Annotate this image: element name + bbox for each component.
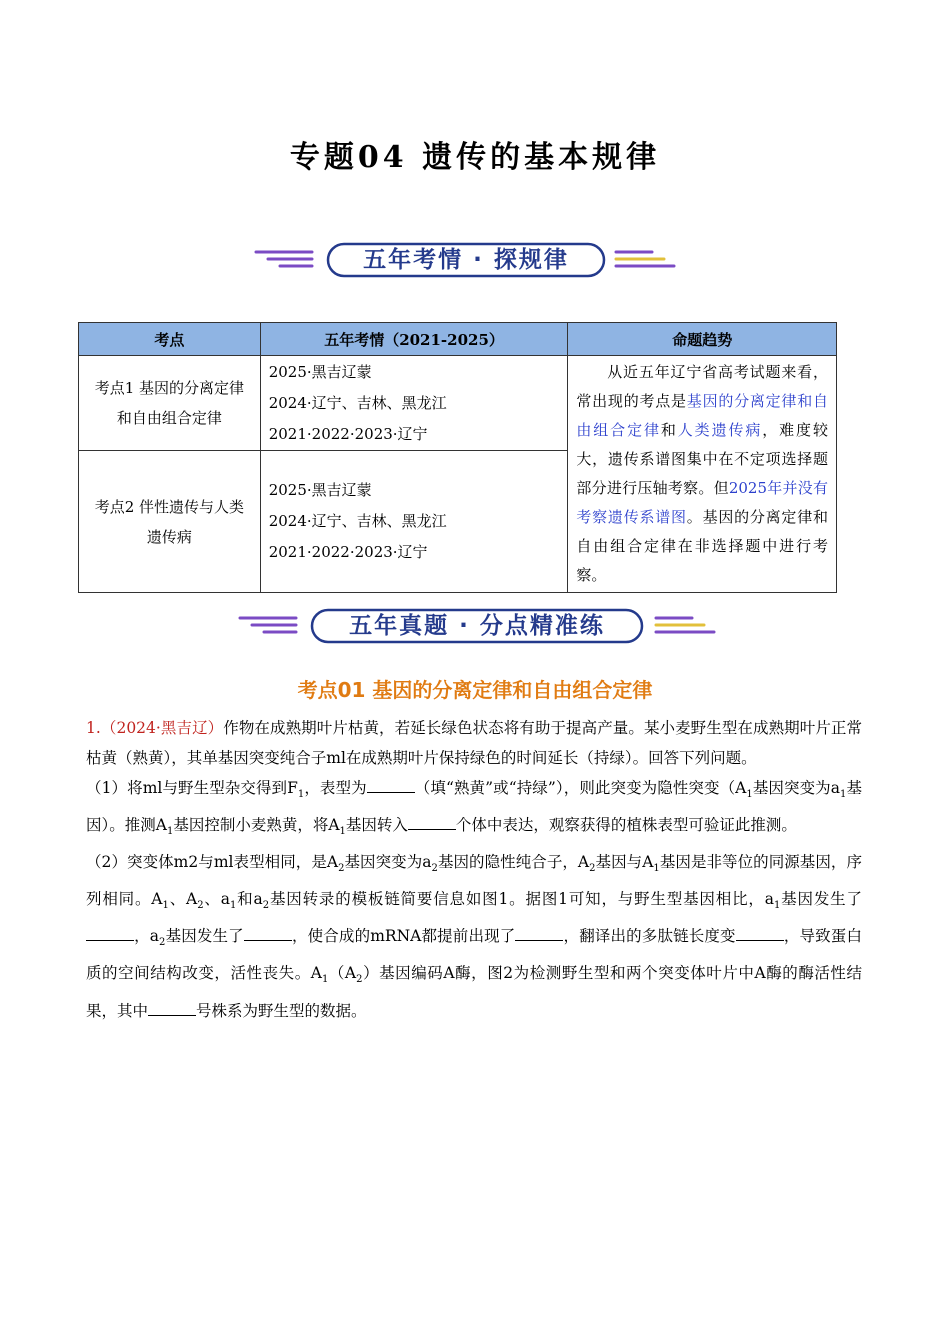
text: 个体中表达，观察获得的植株表型可验证此推测。 bbox=[455, 816, 797, 835]
header-trend: 命题趋势 bbox=[568, 323, 837, 356]
answer-blank bbox=[515, 926, 563, 941]
text: ，导致蛋白质的空间结构改变，活性丧失。A bbox=[86, 927, 862, 983]
answer-blank bbox=[244, 926, 292, 941]
text: （填“熟黄”或“持绿”），则此突变为隐性突变（A bbox=[414, 779, 747, 797]
sub-question-1 bbox=[86, 773, 862, 847]
trend-highlight: 人类遗传病 bbox=[677, 421, 763, 439]
header-point: 考点 bbox=[79, 323, 261, 356]
year-entry: 2025·黑吉辽蒙 bbox=[268, 362, 372, 381]
text: ，翻译出的多肽链长度变 bbox=[563, 927, 736, 946]
text: 基因是非等位的同源基因，序列相同。A bbox=[86, 853, 862, 909]
text: ，使合成的mRNA都提前出现了 bbox=[291, 927, 516, 946]
sub-question-2 bbox=[86, 847, 862, 1025]
trend-highlight: 2025年并没有考察遗传系谱图 bbox=[576, 479, 828, 526]
banner-five-year-practice bbox=[0, 606, 950, 646]
years-cell bbox=[260, 356, 568, 451]
text: 基因控制小麦熟黄，将A bbox=[173, 816, 340, 835]
subscript: 1 bbox=[162, 900, 169, 912]
year-entry: 2024·辽宁、吉林、黑龙江 bbox=[268, 512, 447, 531]
subscript: 1 bbox=[229, 900, 237, 912]
page-title: 专题04 遗传的基本规律 bbox=[289, 140, 661, 175]
answer-blank bbox=[86, 926, 134, 941]
text: 基因发生了 bbox=[780, 890, 862, 909]
subscript: 2 bbox=[356, 974, 363, 986]
banner-text: 五年真题 · 分点精准练 bbox=[349, 613, 605, 639]
question-source: （2024·黑吉辽） bbox=[100, 719, 224, 737]
subscript: 1 bbox=[166, 826, 174, 838]
text: ，表型为 bbox=[304, 779, 367, 797]
subscript: 1 bbox=[339, 826, 346, 838]
trend-text: 。基因的分离定律和自由组合定律在非选择题中进行考察。 bbox=[576, 508, 828, 584]
text: 基因发生了 bbox=[165, 927, 244, 946]
year-entry: 2021·2022·2023·辽宁 bbox=[268, 424, 428, 443]
question-stem bbox=[86, 713, 862, 773]
subscript: 1 bbox=[321, 974, 329, 986]
trend-text: 和 bbox=[660, 421, 678, 439]
text: 基因突变为a bbox=[344, 853, 432, 872]
answer-blank bbox=[367, 778, 415, 793]
banner-five-year-overview bbox=[0, 240, 950, 280]
subscript: 2 bbox=[589, 863, 596, 875]
text: 基因转入 bbox=[345, 816, 408, 835]
years-cell bbox=[260, 451, 568, 593]
text: （2）突变体m2与ml表型相同，是A bbox=[86, 853, 339, 872]
subscript: 2 bbox=[159, 937, 166, 949]
text: 基因转录的模板链简要信息如图1。据图1可知，与野生型基因相比，a bbox=[269, 890, 774, 909]
subscript: 1 bbox=[840, 789, 847, 801]
year-entry: 2021·2022·2023·辽宁 bbox=[268, 543, 428, 562]
text: ，a bbox=[134, 927, 160, 946]
trend-text: 从近五年辽宁省高考试题来看，常出现的考点是 bbox=[576, 363, 828, 410]
exam-overview-table bbox=[78, 322, 837, 593]
subscript: 1 bbox=[773, 900, 781, 912]
text: 和a bbox=[236, 890, 263, 909]
subscript: 2 bbox=[197, 900, 204, 912]
table-header-row bbox=[79, 323, 837, 356]
trend-highlight: 基因的分离定律和自由组合定律 bbox=[576, 392, 828, 439]
text: ）基因编码A酶，图2为检测野生型和两个突变体叶片中A酶的酶活性结果，其中 bbox=[86, 964, 862, 1020]
trend-text: ，难度较大，遗传系谱图集中在不定项选择题部分进行压轴考察。但 bbox=[576, 421, 828, 497]
subscript: 2 bbox=[262, 900, 270, 912]
text: 基因突变为a bbox=[752, 779, 841, 797]
banner-text: 五年考情 · 探规律 bbox=[363, 247, 569, 273]
answer-blank bbox=[148, 1001, 196, 1016]
question-1 bbox=[86, 713, 862, 1026]
text: 基因）。推测A bbox=[86, 779, 862, 835]
subscript: 1 bbox=[297, 789, 305, 801]
answer-blank bbox=[408, 815, 456, 830]
subscript: 1 bbox=[653, 863, 660, 875]
year-entry: 2024·辽宁、吉林、黑龙江 bbox=[268, 393, 447, 412]
text: 基因与A bbox=[595, 853, 654, 872]
trend-cell bbox=[568, 356, 837, 593]
text: （A bbox=[328, 964, 357, 983]
subscript: 1 bbox=[746, 789, 753, 801]
subscript: 2 bbox=[338, 863, 345, 875]
answer-blank bbox=[736, 926, 784, 941]
section-title: 考点01 基因的分离定律和自由组合定律 bbox=[297, 678, 653, 702]
text: 号株系为野生型的数据。 bbox=[196, 1001, 367, 1020]
exam-point-cell: 考点2 伴性遗传与人类遗传病 bbox=[79, 451, 261, 593]
question-number: 1. bbox=[86, 719, 101, 737]
table-row bbox=[79, 356, 837, 451]
stem-text: 作物在成熟期叶片枯黄，若延长绿色状态将有助于提高产量。某小麦野生型在成熟期叶片正常枯黄（熟黄），其单基因突变纯合子ml在成熟期叶片保持绿色的时间延长（持绿）。回答下列问题。 bbox=[86, 719, 862, 767]
text: 、a bbox=[203, 890, 230, 909]
year-entry: 2025·黑吉辽蒙 bbox=[268, 481, 372, 500]
text: 、A bbox=[168, 890, 198, 909]
header-years: 五年考情（2021-2025） bbox=[260, 323, 568, 356]
text: （1）将ml与野生型杂交得到F bbox=[86, 779, 298, 797]
exam-point-cell: 考点1 基因的分离定律和自由组合定律 bbox=[79, 356, 261, 451]
text: 基因的隐性纯合子，A bbox=[437, 853, 590, 872]
subscript: 2 bbox=[431, 863, 438, 875]
